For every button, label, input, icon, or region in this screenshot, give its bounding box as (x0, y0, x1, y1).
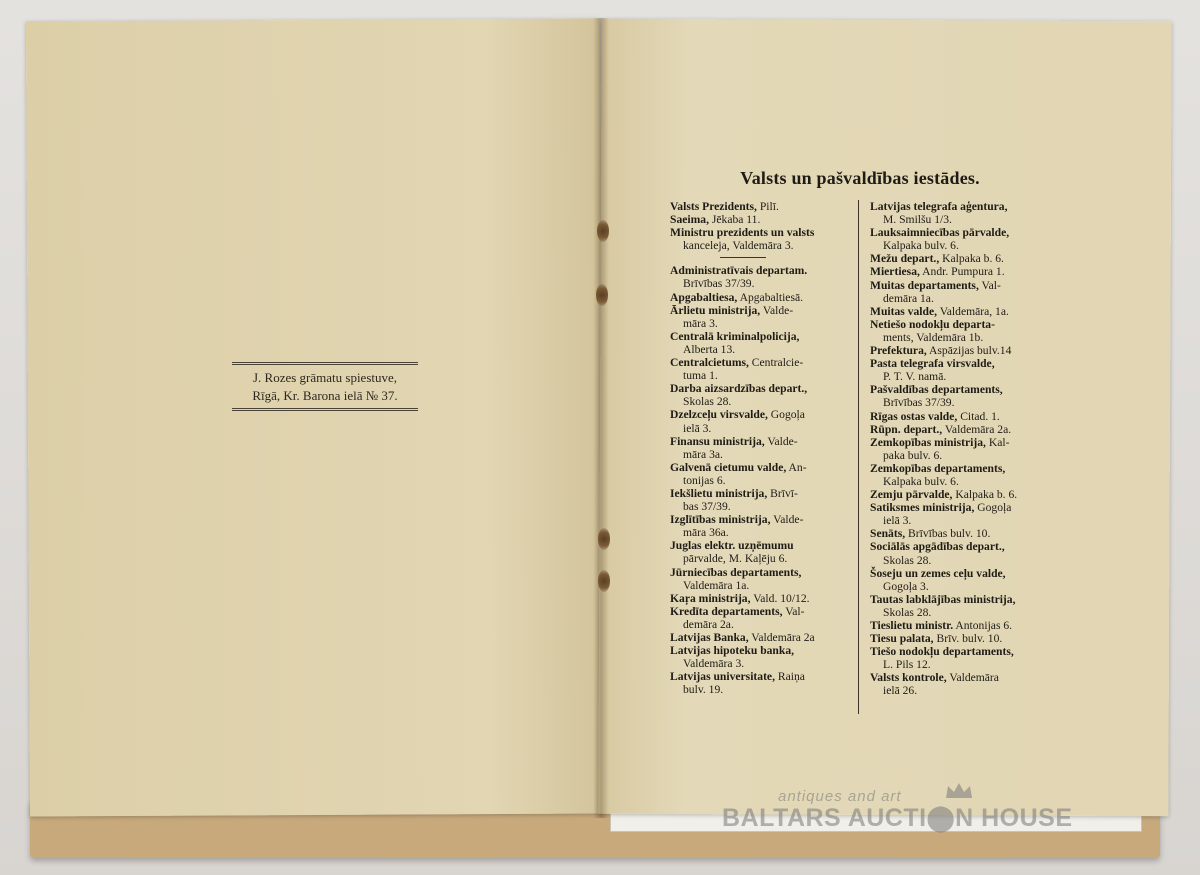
institution-address: Apgabaltiesā. (737, 290, 804, 304)
directory-entry (870, 252, 1050, 265)
institution-name: Latvijas hipoteku banka, (670, 644, 795, 658)
institution-name: Tiešo nodokļu departaments, (870, 645, 1014, 659)
entry-continuation-line: M. Smilšu 1/3. (883, 213, 952, 227)
directory-left-column (670, 200, 852, 696)
institution-address: Brīv. bulv. 10. (933, 632, 1003, 646)
directory-entry (670, 226, 852, 252)
directory-entry (670, 592, 852, 605)
institution-address: Pilī. (756, 200, 779, 213)
directory-entry (670, 670, 852, 696)
entry-continuation-line: paka bulv. 6. (883, 448, 943, 462)
printer-imprint (232, 362, 418, 411)
directory-entry (870, 501, 1050, 527)
institution-address: Brīvības bulv. 10. (905, 527, 991, 541)
entry-first-line (870, 305, 1050, 318)
entry-first-line (870, 226, 1050, 239)
directory-entry (870, 527, 1050, 540)
directory-entry (870, 305, 1050, 318)
directory-entry (670, 513, 852, 539)
entry-first-line (670, 539, 852, 552)
institution-name: Prefektura, (870, 344, 927, 358)
page-heading: Valsts un pašvaldības iestādes. (740, 168, 980, 188)
entry-continuation-line: Brīvības 37/39. (683, 277, 755, 291)
institution-name: Muitas departaments, (870, 278, 979, 292)
entry-first-line (870, 357, 1050, 370)
directory-entry (670, 435, 852, 461)
entry-first-line (670, 200, 852, 213)
institution-name: Zemkopības ministrija, (870, 435, 986, 449)
institution-address: Kalpaka b. 6. (952, 488, 1018, 502)
institution-address: Andr. Pumpura 1. (919, 265, 1005, 279)
directory-entry (670, 330, 852, 356)
institution-name: Senāts, (870, 527, 906, 541)
entry-continuation-line: Skolas 28. (683, 395, 732, 409)
entry-first-line (870, 632, 1050, 645)
entry-first-line (870, 436, 1050, 449)
imprint-line: Rīgā, Kr. Barona ielā № 37. (252, 388, 398, 403)
directory-right-column (870, 200, 1050, 698)
institution-name: Valsts kontrole, (870, 671, 947, 685)
institution-name: Ministru prezidents un valsts (670, 226, 815, 240)
institution-address: Raiņa (774, 670, 805, 684)
institution-name: Netiešo nodokļu departa- (870, 317, 995, 331)
directory-entry (870, 632, 1050, 645)
directory-entry (870, 462, 1050, 488)
institution-name: Juglas elektr. uzņēmumu (670, 539, 794, 553)
staple-mark (596, 284, 608, 306)
entry-first-line (670, 408, 852, 421)
entry-first-line (670, 644, 852, 657)
staple-mark (598, 528, 610, 550)
directory-entry (670, 487, 852, 513)
institution-address: Kalpaka b. 6. (939, 252, 1004, 266)
institution-name: Valsts Prezidents, (670, 200, 757, 213)
institution-name: Kredīta departaments, (670, 604, 783, 618)
directory-entry (670, 382, 852, 408)
directory-entry (870, 488, 1050, 501)
staple-mark (598, 570, 610, 592)
entry-first-line (870, 200, 1050, 213)
directory-entry (870, 226, 1050, 252)
entry-continuation-line: ielā 3. (683, 421, 712, 435)
entry-first-line (670, 356, 852, 369)
institution-name: Muitas valde, (870, 304, 937, 318)
entry-continuation-line: māra 36a. (683, 526, 729, 540)
institution-name: Tieslietu ministr. (870, 619, 954, 632)
directory-entry (670, 304, 852, 330)
institution-name: Apgabaltiesa, (670, 290, 738, 304)
directory-entry (870, 265, 1050, 278)
institution-name: Rūpn. depart., (870, 422, 943, 436)
institution-name: Mežu depart., (870, 252, 940, 266)
entry-first-line (670, 605, 852, 618)
institution-name: Finansu ministrija, (670, 434, 765, 448)
directory-entry (670, 566, 852, 592)
directory-entry (870, 619, 1050, 632)
entry-first-line (870, 645, 1050, 658)
institution-name: Dzelzceļu virsvalde, (670, 408, 768, 422)
entry-continuation-line: māra 3a. (683, 447, 723, 461)
institution-address: Valdemāra, 1a. (937, 304, 1009, 318)
institution-address: Valde- (760, 303, 794, 317)
entry-continuation-line: tonijas 6. (683, 473, 726, 487)
institution-name: Latvijas Banka, (670, 631, 749, 644)
entry-continuation-line: bulv. 19. (683, 683, 724, 697)
entry-first-line (870, 279, 1050, 292)
entry-first-line (870, 462, 1050, 475)
entry-continuation-line: ielā 26. (883, 684, 918, 698)
entry-first-line (670, 592, 852, 605)
entry-first-line (870, 344, 1050, 357)
entry-first-line (670, 264, 852, 277)
directory-entry (670, 408, 852, 434)
directory-entry (870, 344, 1050, 357)
entry-first-line (670, 435, 852, 448)
institution-address: Aspāzijas bulv.14 (926, 344, 1012, 358)
institution-address: Val- (782, 604, 805, 618)
institution-name: Miertiesa, (870, 265, 920, 279)
left-page (26, 19, 604, 817)
entry-continuation-line: pārvalde, M. Kaļēju 6. (683, 552, 788, 566)
entry-continuation-line: L. Pils 12. (883, 658, 931, 672)
directory-entry (870, 540, 1050, 566)
entry-first-line (870, 540, 1050, 553)
institution-name: Šoseju un zemes ceļu valde, (870, 566, 1006, 580)
directory-entry (870, 567, 1050, 593)
entry-continuation-line: demāra 2a. (683, 617, 734, 631)
directory-entry (670, 200, 852, 213)
entry-continuation-line: Skolas 28. (883, 553, 932, 567)
institution-address: An- (786, 460, 807, 474)
directory-entry (870, 318, 1050, 344)
imprint-line: J. Rozes grāmatu spiestuve, (252, 370, 398, 385)
entry-continuation-line: ments, Valdemāra 1b. (883, 330, 984, 344)
watermark-tagline: antiques and art (778, 788, 902, 805)
institution-name: Ārlietu ministrija, (670, 303, 761, 317)
institution-name: Saeima, (670, 213, 709, 227)
institution-name: Administratīvais departam. (670, 264, 808, 278)
institution-name: Tiesu palata, (870, 632, 934, 646)
entry-first-line (870, 619, 1050, 632)
entry-continuation-line: bas 37/39. (683, 500, 731, 514)
entry-first-line (870, 265, 1050, 278)
institution-name: Tautas labklājības ministrija, (870, 592, 1016, 606)
institution-name: Zemju pārvalde, (870, 488, 953, 502)
institution-address: Antonijas 6. (953, 619, 1013, 632)
institution-address: Citad. 1. (957, 409, 1000, 423)
institution-address: Jēkaba 11. (708, 213, 761, 227)
entry-first-line (670, 304, 852, 317)
directory-entry (870, 645, 1050, 671)
institution-name: Jūrniecības departaments, (670, 565, 802, 579)
directory-entry (870, 279, 1050, 305)
institution-address: Valdemāra (946, 671, 999, 685)
institution-name: Satiksmes ministrija, (870, 501, 975, 515)
entry-continuation-line: Gogoļa 3. (883, 579, 929, 593)
institution-address: Gogoļa (767, 408, 805, 422)
entry-first-line (870, 501, 1050, 514)
entry-continuation-line: P. T. V. namā. (883, 370, 947, 384)
directory-entry (870, 593, 1050, 619)
entry-continuation-line: Brīvības 37/39. (883, 396, 955, 410)
crown-icon (944, 782, 974, 800)
entry-first-line (670, 226, 852, 239)
institution-name: Sociālās apgādības depart., (870, 540, 1005, 554)
institution-address: Valdemāra 2a (748, 631, 815, 644)
entry-first-line (670, 487, 852, 500)
directory-entry (870, 423, 1050, 436)
directory-entry (870, 671, 1050, 697)
entry-continuation-line: Valdemāra 3. (683, 657, 745, 671)
entry-first-line (870, 488, 1050, 501)
institution-name: Rīgas ostas valde, (870, 409, 958, 423)
directory-entry (670, 644, 852, 670)
institution-address: Brīvī- (767, 486, 798, 500)
institution-address: Vald. 10/12. (750, 591, 810, 605)
entry-continuation-line: Valdemāra 1a. (683, 578, 750, 592)
institution-name: Galvenā cietumu valde, (670, 460, 787, 474)
directory-entry (870, 410, 1050, 423)
institution-name: Centralā kriminalpolicija, (670, 329, 800, 343)
entry-continuation-line: Kalpaka bulv. 6. (883, 474, 959, 488)
entry-first-line (870, 383, 1050, 396)
entry-first-line (870, 423, 1050, 436)
institution-name: Zemkopības departaments, (870, 461, 1006, 475)
entry-first-line (870, 567, 1050, 580)
entry-first-line (870, 527, 1050, 540)
directory-entry (670, 539, 852, 565)
institution-name: Kaŗa ministrija, (670, 591, 751, 605)
entry-continuation-line: Skolas 28. (883, 605, 932, 619)
directory-entry (670, 356, 852, 382)
entry-first-line (670, 330, 852, 343)
institution-name: Latvijas telegrafa aģentura, (870, 200, 1008, 213)
entry-continuation-line: Alberta 13. (683, 342, 736, 356)
entry-first-line (670, 566, 852, 579)
entry-first-line (870, 252, 1050, 265)
entry-first-line (870, 593, 1050, 606)
directory-entry (870, 436, 1050, 462)
institution-address: Gogoļa (974, 501, 1012, 515)
entry-first-line (670, 291, 852, 304)
entry-first-line (670, 461, 852, 474)
institution-name: Izglītības ministrija, (670, 513, 771, 527)
institution-name: Centralcietums, (670, 356, 749, 370)
institution-name: Latvijas universitate, (670, 670, 775, 684)
institution-address: Valde- (764, 434, 798, 448)
institution-name: Pasta telegrafa virsvalde, (870, 357, 995, 371)
directory-entry (870, 200, 1050, 226)
entry-first-line (670, 382, 852, 395)
section-rule (720, 257, 766, 258)
entry-first-line (870, 318, 1050, 331)
directory-entry (870, 357, 1050, 383)
institution-address: Val- (978, 278, 1001, 292)
directory-entry (670, 461, 852, 487)
institution-name: Darba aizsardzības depart., (670, 382, 808, 396)
institution-address: Centralcie- (748, 356, 804, 370)
directory-entry (670, 631, 852, 644)
entry-continuation-line: kanceleja, Valdemāra 3. (683, 239, 794, 253)
institution-name: Lauksaimniecības pārvalde, (870, 226, 1010, 240)
entry-continuation-line: Kalpaka bulv. 6. (883, 239, 959, 253)
entry-continuation-line: tuma 1. (683, 369, 718, 383)
auction-house-watermark (722, 788, 1122, 833)
entry-continuation-line: māra 3. (683, 316, 718, 330)
entry-first-line (870, 410, 1050, 423)
book-gutter (593, 18, 609, 818)
watermark-brand: BALTARS AUCTI⬤N HOUSE (722, 804, 1073, 832)
directory-entry (670, 264, 852, 290)
institution-name: Iekšlietu ministrija, (670, 486, 768, 500)
directory-entry (670, 291, 852, 304)
directory-entry (870, 383, 1050, 409)
institution-address: Kal- (985, 435, 1010, 449)
institution-address: Valde- (770, 513, 804, 527)
directory-entry (670, 213, 852, 226)
institution-name: Pašvaldības departaments, (870, 383, 1003, 397)
entry-continuation-line: ielā 3. (883, 514, 912, 528)
directory-entry (670, 605, 852, 631)
entry-first-line (870, 671, 1050, 684)
entry-continuation-line: demāra 1a. (883, 291, 934, 305)
institution-address: Valdemāra 2a. (942, 422, 1012, 436)
entry-first-line (670, 213, 852, 226)
entry-first-line (670, 631, 852, 644)
column-divider (858, 200, 859, 714)
entry-first-line (670, 513, 852, 526)
staple-mark (597, 220, 609, 242)
entry-first-line (670, 670, 852, 683)
